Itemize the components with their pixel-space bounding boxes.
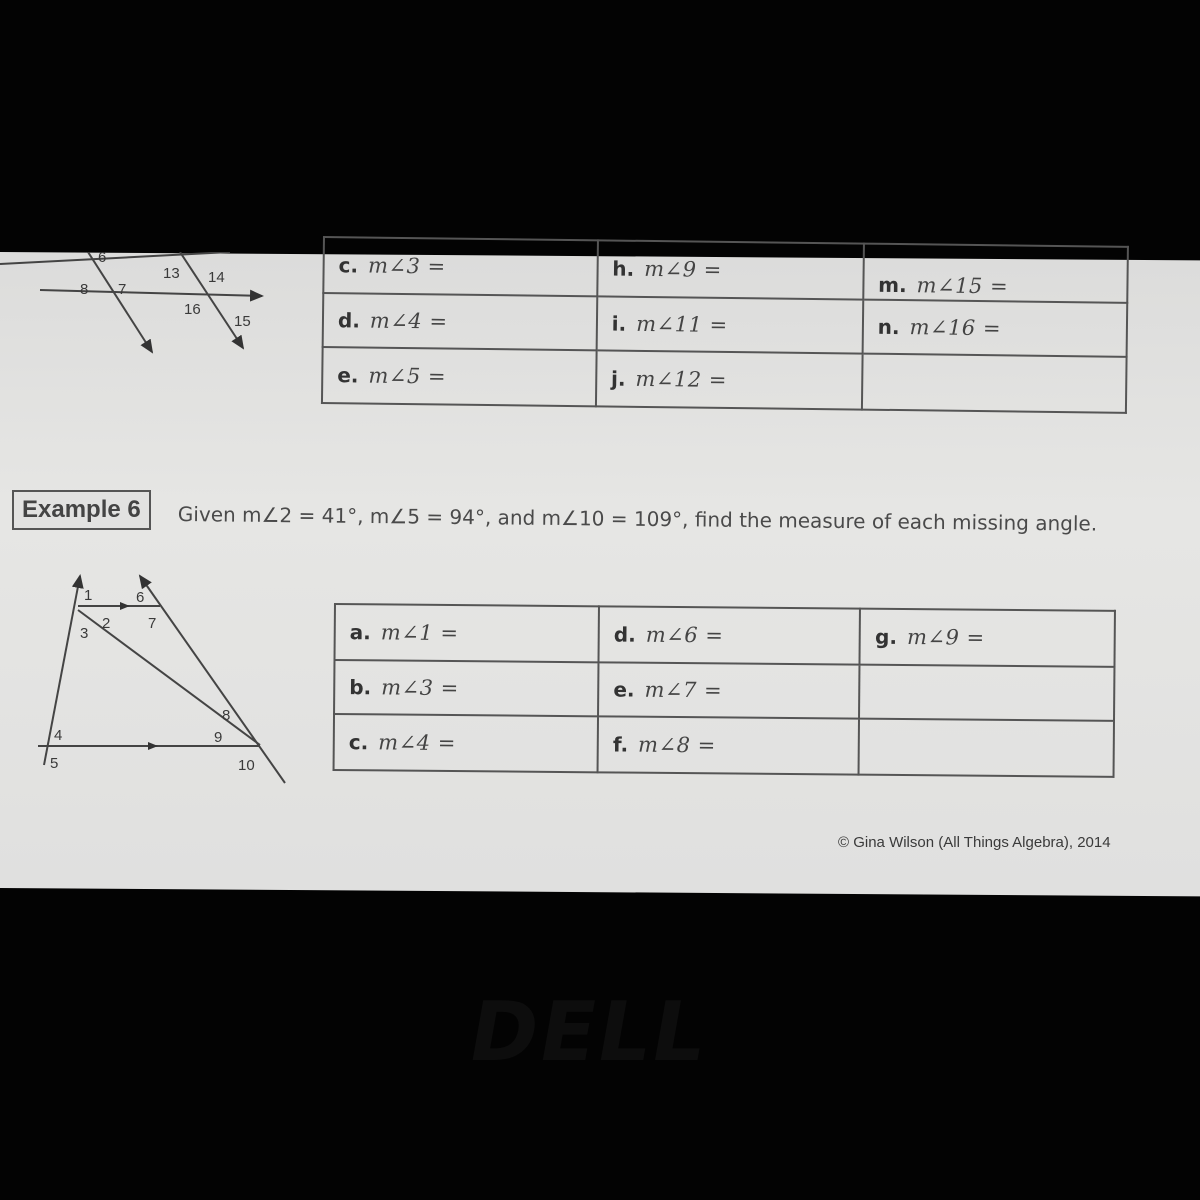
angle-label-7: 7 <box>148 615 157 632</box>
angle-label-9: 9 <box>214 729 223 746</box>
top-transversal-figure <box>0 252 300 372</box>
triangle-figure <box>20 570 300 790</box>
angle-label-14: 14 <box>208 269 225 286</box>
answer-cell-f[interactable]: f. m∠8 = <box>598 716 860 774</box>
answer-cell-d[interactable]: d. m∠6 = <box>599 606 861 664</box>
angle-label-5: 5 <box>50 755 59 772</box>
answer-cell-g[interactable]: g. m∠9 = <box>860 609 1115 667</box>
answer-cell-a[interactable]: a. m∠1 = <box>335 604 600 662</box>
answer-table-1 <box>321 236 1129 414</box>
angle-label-6: 6 <box>98 252 107 266</box>
answer-cell-e[interactable]: e. m∠7 = <box>598 662 860 718</box>
angle-label-13: 13 <box>163 265 180 282</box>
answer-cell-empty-3[interactable] <box>859 719 1114 777</box>
answer-cell-h[interactable]: h. m∠9 = <box>597 240 864 299</box>
angle-label-6: 6 <box>136 589 145 606</box>
angle-label-7: 7 <box>118 281 127 298</box>
angle-label-8: 8 <box>222 707 231 724</box>
answer-cell-empty-1[interactable] <box>862 354 1127 413</box>
copyright-notice: © Gina Wilson (All Things Algebra), 2014 <box>838 834 1111 851</box>
angle-label-16: 16 <box>184 301 201 318</box>
answer-table-2 <box>333 603 1116 778</box>
angle-label-3: 3 <box>80 625 89 642</box>
answer-cell-c[interactable]: c. m∠3 = <box>323 237 597 296</box>
answer-cell-b[interactable]: b. m∠3 = <box>334 660 599 716</box>
angle-label-10: 10 <box>238 757 255 774</box>
angle-label-2: 2 <box>102 615 111 632</box>
answer-cell-n[interactable]: n. m∠16 = <box>862 300 1127 357</box>
example-label: Example 6 <box>12 490 151 530</box>
answer-cell-m[interactable]: m. m∠15 = <box>863 244 1128 303</box>
answer-cell-d[interactable]: d. m∠4 = <box>323 293 597 350</box>
angle-label-1: 1 <box>84 587 93 604</box>
given-statement: Given m∠2 = 41°, m∠5 = 94°, and m∠10 = 109°, find the measure of each missing angle. <box>177 502 1098 536</box>
monitor-brand-logo: DELL <box>461 985 715 1080</box>
angle-label-8: 8 <box>80 281 89 298</box>
answer-cell-e[interactable]: e. m∠5 = <box>322 347 596 406</box>
answer-cell-empty-2[interactable] <box>859 665 1114 721</box>
answer-cell-i[interactable]: i. m∠11 = <box>596 296 863 353</box>
answer-cell-c[interactable]: c. m∠4 = <box>334 714 599 772</box>
angle-label-15: 15 <box>234 313 251 330</box>
angle-label-4: 4 <box>54 727 63 744</box>
answer-cell-j[interactable]: j. m∠12 = <box>596 350 863 409</box>
